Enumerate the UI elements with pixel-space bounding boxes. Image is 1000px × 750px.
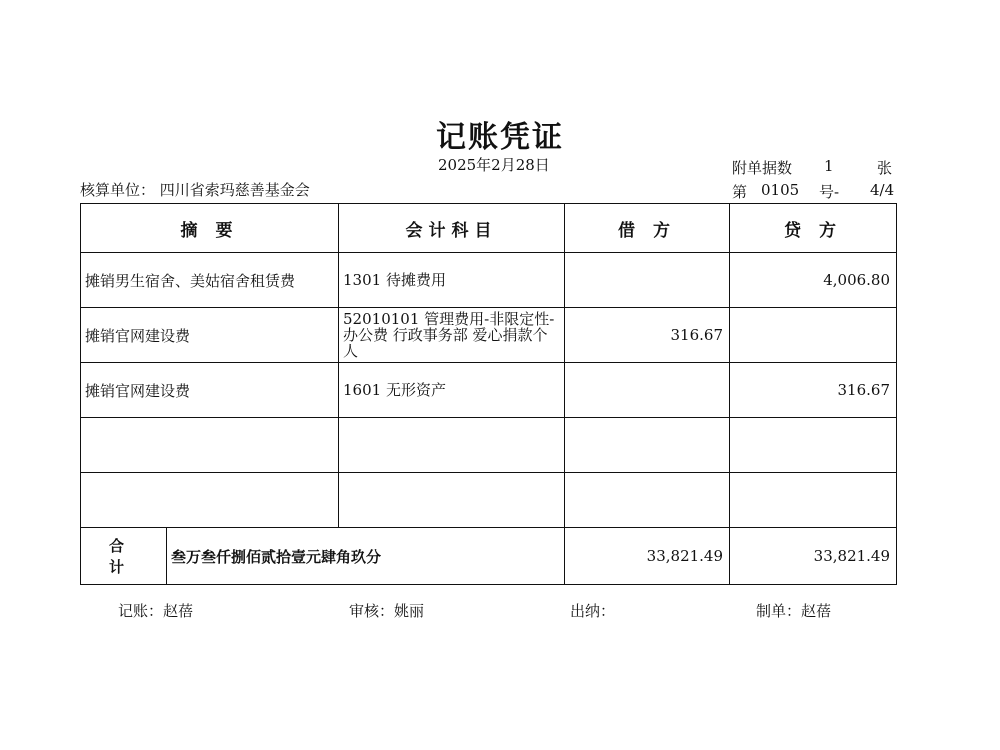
row-credit: 4,006.80 xyxy=(730,253,897,308)
voucher-title: 记账凭证 xyxy=(436,120,564,155)
attachments-unit: 张 xyxy=(877,159,893,177)
voucher-no-suffix: 号- xyxy=(819,183,840,201)
header-debit: 借 方 xyxy=(565,204,730,253)
table-row xyxy=(81,418,897,473)
table-row xyxy=(81,363,897,418)
header-credit: 贷 方 xyxy=(730,204,897,253)
header-account: 会计科目 xyxy=(339,204,565,253)
row-credit xyxy=(730,473,897,528)
cashier-signature: 出纳： xyxy=(570,602,616,620)
row-summary: 摊销男生宿舍、美姑宿舍租赁费 xyxy=(81,253,339,308)
voucher-number: 0105 xyxy=(761,181,800,199)
row-account: 1301 待摊费用 xyxy=(339,253,565,308)
row-summary xyxy=(81,418,339,473)
row-account xyxy=(339,418,565,473)
accounting-unit: 核算单位： 四川省索玛慈善基金会 xyxy=(80,181,310,199)
row-credit: 316.67 xyxy=(730,363,897,418)
row-debit xyxy=(565,363,730,418)
row-account: 1601 无形资产 xyxy=(339,363,565,418)
table-row xyxy=(81,308,897,363)
row-credit xyxy=(730,418,897,473)
row-account xyxy=(339,473,565,528)
total-debit: 33,821.49 xyxy=(565,528,730,585)
preparer-signature: 制单：赵蓓 xyxy=(756,602,832,620)
table-header-row xyxy=(81,204,897,253)
total-amount-words: 叁万叁仟捌佰贰拾壹元肆角玖分 xyxy=(167,528,565,585)
row-summary: 摊销官网建设费 xyxy=(81,363,339,418)
row-summary: 摊销官网建设费 xyxy=(81,308,339,363)
header-summary: 摘 要 xyxy=(81,204,339,253)
row-debit xyxy=(565,418,730,473)
row-credit xyxy=(730,308,897,363)
voucher-no-prefix: 第 xyxy=(732,183,748,201)
bookkeeper-signature: 记账：赵蓓 xyxy=(118,602,194,620)
total-row xyxy=(81,528,897,585)
row-summary xyxy=(81,473,339,528)
row-debit: 316.67 xyxy=(565,308,730,363)
table-row xyxy=(81,473,897,528)
row-debit xyxy=(565,473,730,528)
voucher-table xyxy=(80,203,897,585)
total-credit: 33,821.49 xyxy=(730,528,897,585)
reviewer-signature: 审核：姚丽 xyxy=(349,602,425,620)
row-account: 52010101 管理费用-非限定性-办公费 行政事务部 爱心捐款个人 xyxy=(339,308,565,363)
total-label: 合 计 xyxy=(81,528,167,585)
row-debit xyxy=(565,253,730,308)
attachments-count: 1 xyxy=(824,157,834,175)
voucher-date: 2025年2月28日 xyxy=(438,156,550,174)
table-row xyxy=(81,253,897,308)
voucher-page-count: 4/4 xyxy=(870,181,895,199)
attachments-label: 附单据数 xyxy=(732,159,793,177)
